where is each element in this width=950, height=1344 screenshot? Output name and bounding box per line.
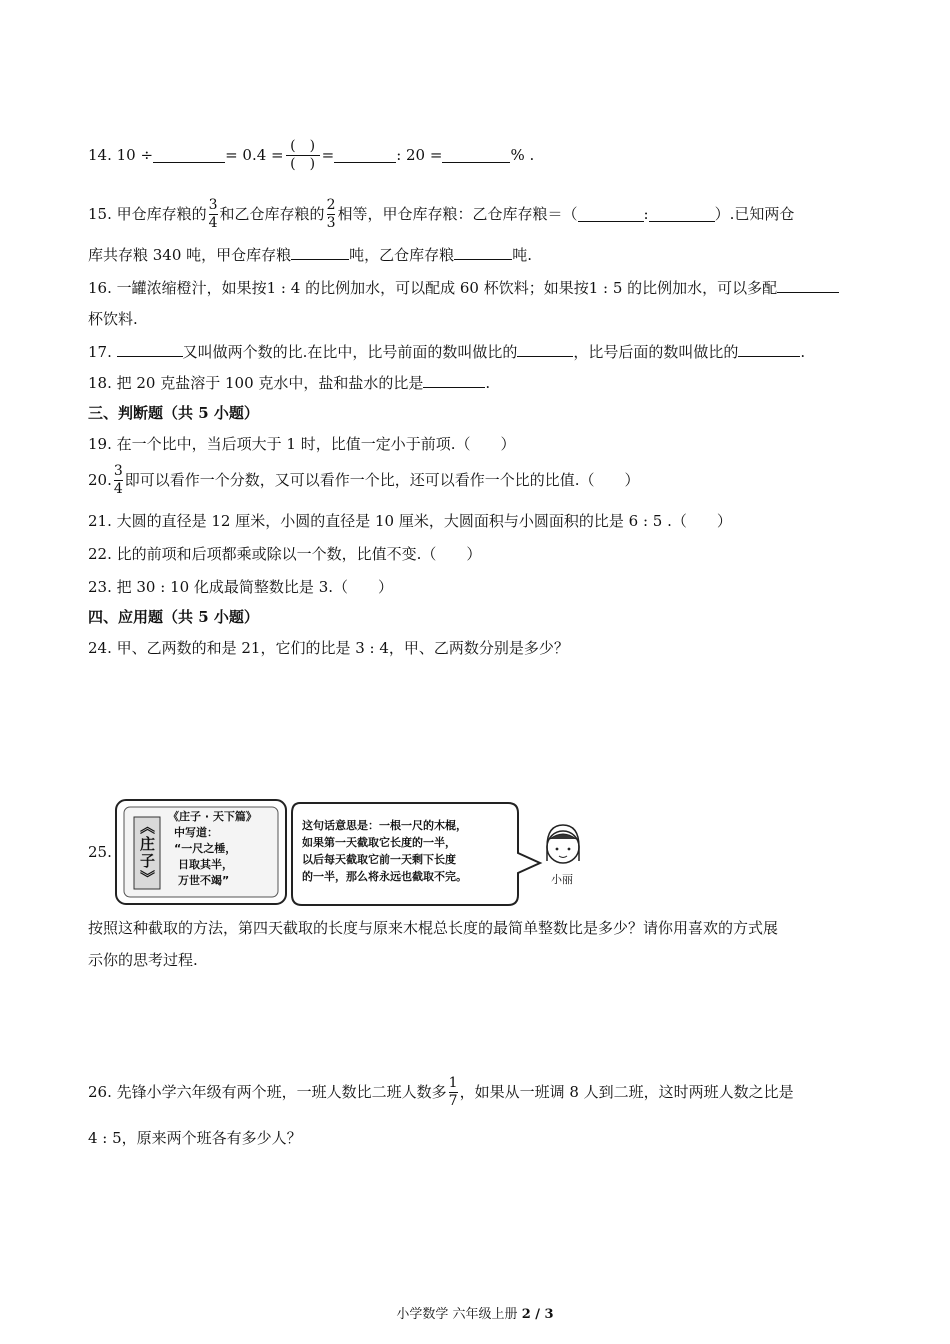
fraction-blank: $\frac{( )}{( )}$ xyxy=(286,138,320,173)
question-15-line-2 xyxy=(88,244,532,265)
answer-blank xyxy=(777,277,839,293)
q15-text: 15. 甲仓库存粮的 xyxy=(88,205,207,223)
question-16-line-2 xyxy=(88,309,138,329)
question-22: 22. 比的前项和后项都乘或除以一个数，比值不变.（ ） xyxy=(88,545,482,563)
speech-line: 如果第一天截取它长度的一半， xyxy=(302,836,456,849)
question-25-line-2: 示你的思考过程. xyxy=(88,951,198,969)
person-label: 小丽 xyxy=(551,873,573,886)
q15-text: 库共存粮 340 吨，甲仓库存粮 xyxy=(88,246,292,264)
q16-text: 16. 一罐浓缩橙汁，如果按1 : 4 的比例加水，可以配成 60 杯饮料；如果按1 : 5 的比例加水，可以多配 xyxy=(88,279,778,297)
q15-text: 吨. xyxy=(512,246,532,264)
answer-blank xyxy=(578,206,644,222)
book-line: 《庄子 · 天下篇》 xyxy=(168,810,257,823)
question-23: 23. 把 30 : 10 化成最简整数比是 3.（ ） xyxy=(88,578,394,596)
book-line: “一尺之棰， xyxy=(174,842,237,855)
q18-text: 18. 把 20 克盐溶于 100 克水中，盐和盐水的比是 xyxy=(88,374,424,392)
answer-blank xyxy=(517,341,573,357)
fraction-2-3: $\frac{2}{3}$ xyxy=(326,196,336,231)
q16-text: 杯饮料. xyxy=(88,310,138,328)
question-24: 24. 甲、乙两数的和是 21，它们的比是 3 : 4，甲、乙两数分别是多少？ xyxy=(88,639,569,657)
answer-blank xyxy=(291,244,349,260)
q15-text: : xyxy=(643,205,649,223)
q15-text: 和乙仓库存粮的 xyxy=(219,205,325,223)
q26-text: 26. 先锋小学六年级有两个班，一班人数比二班人数多 xyxy=(88,1083,447,1101)
question-26-line-1 xyxy=(88,1074,794,1110)
q14-text-c: = xyxy=(321,146,335,164)
book-line: 日取其半， xyxy=(178,858,233,871)
answer-blank xyxy=(738,341,800,357)
book-line: 万世不竭” xyxy=(178,874,230,887)
answer-blank xyxy=(423,372,485,388)
answer-blank xyxy=(334,147,396,163)
q17-text: 17. xyxy=(88,343,117,361)
question-number: 25. xyxy=(88,843,112,861)
question-21: 21. 大圆的直径是 12 厘米，小圆的直径是 10 厘米，大圆面积与小圆面积的比是 6 : 5 .（ ） xyxy=(88,512,732,530)
q17-text: . xyxy=(800,343,806,361)
q18-text: . xyxy=(485,374,491,392)
speech-line: 的一半，那么将永远也截取不完。 xyxy=(302,870,467,883)
fraction-3-4: $\frac{3}{4}$ xyxy=(113,462,123,497)
question-17 xyxy=(88,341,805,362)
answer-blank xyxy=(442,147,510,163)
answer-blank xyxy=(117,341,183,357)
book-line: 中写道： xyxy=(174,826,218,839)
q26-text: ，如果从一班调 8 人到二班，这时两班人数之比是 xyxy=(459,1083,794,1101)
q20-text: 即可以看作一个分数，又可以看作一个比，还可以看作一个比的比值.（ ） xyxy=(124,471,640,489)
question-26-line-2: 4 : 5，原来两个班各有多少人？ xyxy=(88,1129,302,1147)
question-16-line-1 xyxy=(88,277,839,298)
footer-text: 小学数学 六年级上册 xyxy=(396,1307,522,1322)
q15-text: ）.已知两仓 xyxy=(714,205,795,223)
book-title: 《庄子》 xyxy=(138,819,156,887)
section-heading-application: 四、应用题（共 5 小题） xyxy=(88,608,259,626)
answer-blank xyxy=(649,206,715,222)
answer-blank xyxy=(454,244,512,260)
fraction-3-4: $\frac{3}{4}$ xyxy=(208,196,218,231)
q17-text: ，比号后面的数叫做比的 xyxy=(573,343,739,361)
speech-line: 以后每天截取它前一天剩下长度 xyxy=(302,853,456,866)
q14-text-b: = 0.4 = xyxy=(225,146,284,164)
q14-text-e: % . xyxy=(510,146,535,164)
question-19: 19. 在一个比中，当后项大于 1 时，比值一定小于前项.（ ） xyxy=(88,435,516,453)
q20-text: 20. xyxy=(88,471,112,489)
question-14 xyxy=(88,138,534,172)
q14-text-d: : 20 = xyxy=(396,146,443,164)
question-20 xyxy=(88,462,640,498)
section-heading-judgement: 三、判断题（共 5 小题） xyxy=(88,404,259,422)
page-number: 2 / 3 xyxy=(521,1307,554,1322)
answer-blank xyxy=(153,147,225,163)
speech-bubble-text xyxy=(302,817,467,885)
question-25-line-1: 按照这种截取的方法，第四天截取的长度与原来木棍总长度的最简单整数比是多少？请你用喜欢的方式展 xyxy=(88,919,779,937)
question-15-line-1 xyxy=(88,196,794,232)
page-footer xyxy=(0,1303,950,1322)
book-quote xyxy=(168,809,257,889)
fraction-1-7: $\frac{1}{7}$ xyxy=(448,1074,458,1109)
q25-illustration xyxy=(88,795,648,911)
q14-text-a: 14. 10 ÷ xyxy=(88,146,154,164)
q15-text: 吨，乙仓库存粮 xyxy=(349,246,455,264)
speech-line: 这句话意思是：一根一尺的木棍， xyxy=(302,819,467,832)
question-18 xyxy=(88,372,490,393)
q17-text: 又叫做两个数的比.在比中，比号前面的数叫做比的 xyxy=(182,343,518,361)
q15-text: 相等，甲仓库存粮：乙仓库存粮＝（ xyxy=(337,205,578,223)
